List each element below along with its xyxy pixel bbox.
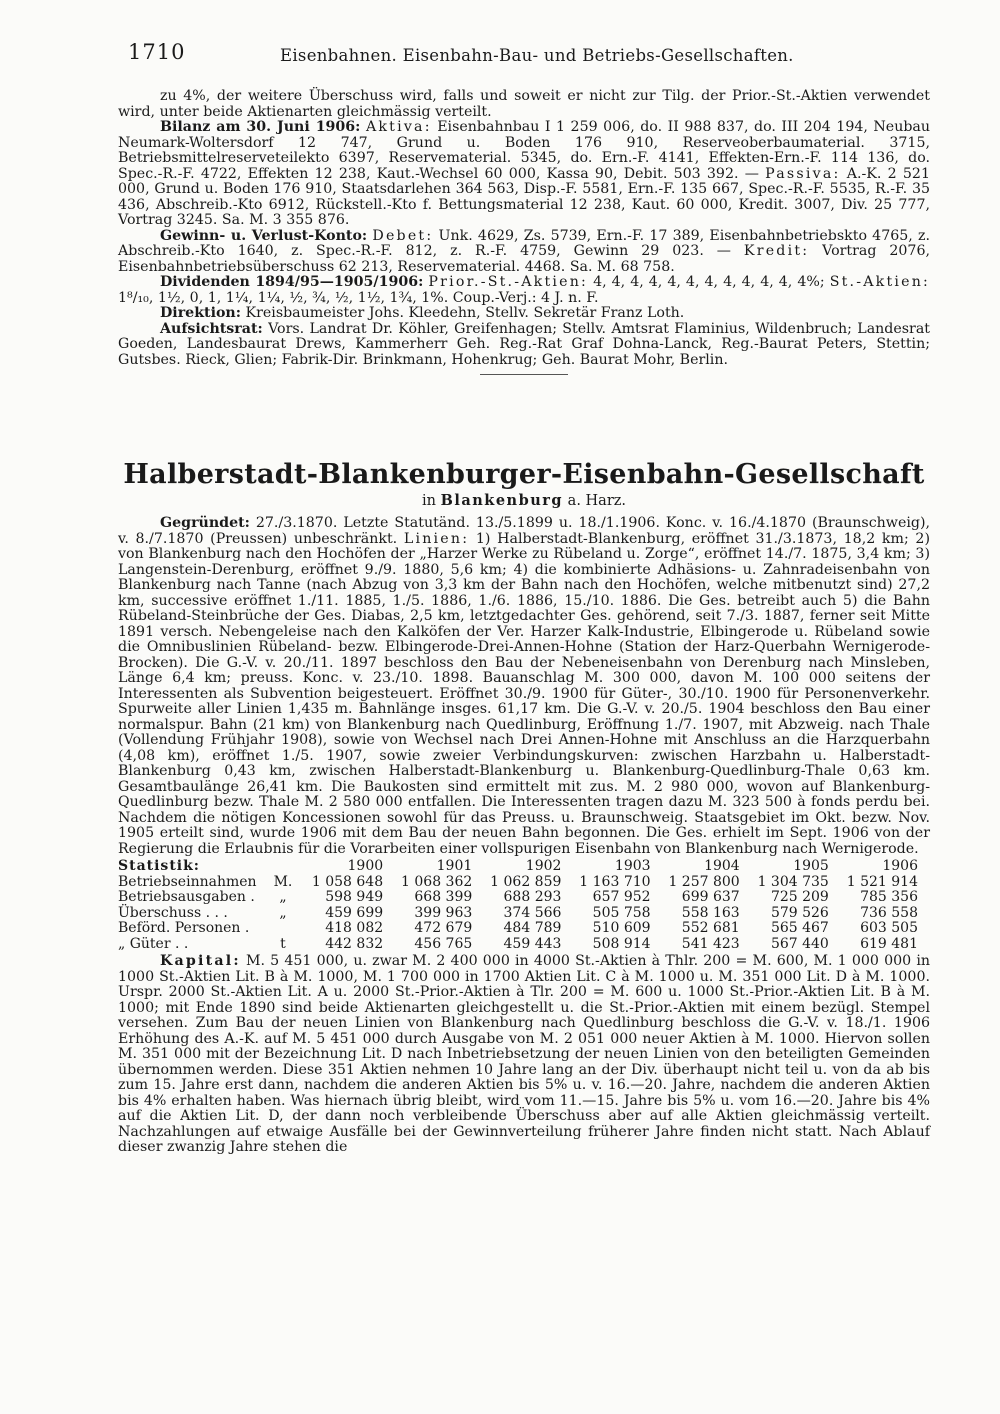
statistik-header-row	[118, 859, 918, 875]
year-header: 1904	[704, 858, 740, 874]
dividenden-label: Dividenden 1894/95—1905/1906:	[160, 274, 424, 290]
bilanz-paragraph	[118, 120, 930, 229]
kapital-label: Kapital:	[160, 953, 241, 969]
gegruendet-label: Gegründet:	[160, 515, 250, 531]
intro-paragraph: zu 4%, der weitere Überschuss wird, falls und soweit er nicht zur Tilg. der Prior.-St.-Aktien verwendet wird, unter beide Aktienarten gleichmässig verteilt.	[118, 88, 930, 120]
year-header: 1905	[793, 858, 829, 874]
row-unit	[272, 921, 294, 937]
aufsichtsrat-text: Vors. Landrat Dr. Köhler, Greifenhagen; Stellv. Amtsrat Flaminius, Wildenbruch; Landesrat Goeden, Landesbaurat Drews, Kammerherr Geh. Reg.-Rat Graf Dohna-Lanck, Reg.-Baurat Peters, Stettin; Gutsbes. Rieck, Glien; Fabrik-Dir. Brinkmann, Hohenkrug; Geh. Baurat Mohr, Berlin.	[118, 320, 930, 368]
table-cell: 459 699	[325, 904, 384, 921]
aktiva-text: Eisenbahnbau I 1 259 006, do. II 988 837, do. III 204 194, Neubau Neumark-Woltersdorf 12 747, Grund u. Boden 176 910, Reserveoberbaumaterial. 3715, Betriebsmittelreserveteilekto 6397, Reservematerial. 5345, do. Ern.-F. 4141, Effekten-Ern.-F. 114 136, do. Spec.-R.-F. 4722, Effekten 12 238, Kaut.-Wechsel 60 000, Kassa 90, Debit. 503 392. —	[118, 119, 931, 182]
table-row	[118, 875, 918, 891]
statistik-label: Statistik:	[118, 858, 200, 874]
year-header: 1903	[614, 858, 651, 874]
table-cell: 459 443	[503, 935, 562, 952]
row-label: Betriebsausgaben .	[118, 889, 255, 905]
table-cell: 598 949	[325, 889, 384, 905]
table-cell: 1 304 735	[757, 873, 829, 890]
linien-text: 1) Halberstadt-Blankenburg, eröffnet 31./3.1873, 18,2 km; 2) von Blankenburg nach den Hochöfen der „Harzer Werke zu Rübeland u. Zorge“, eröffnet 14./7. 1875, 3,4 km; 3) Langenstein-Derenburg, eröffnet 9./9. 1880, 5,6 km; 4) die kombinierte Adhäsions- u. Zahnradeisenbahn von Blankenburg nach Tanne (nach Abzug von 3,3 km der Bahn nach den Hochöfen, welche mitbenutzt sind) 27,2 km, successive eröffnet 1./11. 1885, 1./5. 1886, 1./6. 1886, 15./10. 1886. Die Ges. betreibt auch 5) die Bahn Rübeland-Steinbrüche der Ges. Diabas, 2,5 km, letztgedachter Ges. gehörend, seit 7./3. 1887, ferner seit Mitte 1891 versch. Nebengeleise nach den Kalköfen der Ver. Harzer Kalk-Industrie, Elbingerode u. Rübeland sowie die Omnibuslinien Rübeland- bezw. Elbingerode-Drei-Annen-Hohne (Station der Harz-Querbahn Wernigerode-Brocken). Die G.-V. v. 20./11. 1897 beschloss den Bau der Nebeneisenbahn von Derenburg nach Minsleben, Länge 6,4 km; preuss. Konc. v. 23./10. 1898. Bauanschlag M. 300 000, davon M. 100 000 seitens der Interessenten als Subvention beigesteuert. Eröffnet 30./9. 1900 für Güter-, 30./10. 1900 für Personenverkehr. Spurweite aller Linien 1,435 m. Bahnlänge insges. 61,17 km. Die G.-V. v. 20./5. 1904 beschloss den Bau einer normalspur. Bahn (21 km) von Blankenburg nach Quedlinburg, Eröffnung 1./7. 1907, mit Abzweig. nach Thale (Vollendung Frühjahr 1908), sowie von Wechsel nach Drei Annen-Hohne mit Anschluss an die Harzquerbahn (4,08 km), eröffnet 1./5. 1907, sowie zweier Verbindungskurven: zwischen Harzbahn u. Halberstadt-Blankenburg 0,43 km, zwischen Halberstadt-Blankenburg u. Blankenburg-Quedlinburg-Thale 0,63 km. Gesamtbaulänge 26,41 km. Die Baukosten sind ermittelt mit zus. M. 2 980 000, wovon auf Blankenburg-Quedlinburg bezw. Thale M. 2 580 000 entfallen. Die Interessenten tragen dazu M. 323 500 à fonds perdu bei. Nachdem die nötigen Koncessionen sowohl für das Preuss. u. Braunschweig. Staatsgebiet im Okt. bezw. Nov. 1905 erteilt sind, wurde 1906 mit dem Bau der neuen Bahn begonnen. Die Ges. erhielt im Sept. 1906 von der Regierung die Erlaubnis für die Vorarbeiten einer vollspurigen Eisenbahn von Blankenburg nach Wernigerode.	[118, 530, 930, 857]
year-header: 1902	[525, 858, 562, 874]
gegruendet-paragraph	[118, 516, 930, 857]
linien-label: Linien:	[403, 530, 470, 547]
direktion-paragraph	[118, 306, 930, 322]
table-cell: 619 481	[860, 935, 918, 952]
table-cell: 1 257 800	[668, 873, 740, 890]
table-cell: 374 566	[503, 904, 562, 921]
table-cell: 1 062 859	[490, 873, 562, 890]
table-cell: 736 558	[860, 904, 918, 921]
row-unit: t	[280, 935, 286, 952]
gegruendet-text: 27./3.1870. Letzte Statutänd. 13./5.1899 u. 18./1.1906. Konc. v. 16./4.1870 (Braunschweig), v. 8./7.1870 (Preussen) unbeschränkt.	[118, 515, 930, 547]
table-cell: 565 467	[770, 920, 829, 936]
row-label: Betriebseinnahmen	[118, 873, 257, 890]
kapital-paragraph	[118, 954, 930, 1156]
gewinn-label: Gewinn- u. Verlust-Konto:	[160, 227, 368, 244]
statistik-table	[118, 859, 918, 952]
table-cell: 456 765	[414, 935, 473, 952]
table-cell: 505 758	[592, 904, 651, 921]
unit-header	[272, 859, 294, 875]
table-cell: 657 952	[592, 889, 651, 905]
page-number: 1710	[128, 40, 186, 64]
table-row	[118, 937, 918, 953]
table-cell: 418 082	[325, 920, 384, 936]
table-cell: 699 637	[681, 889, 740, 905]
direktion-text: Kreisbaumeister Johs. Kleedehn, Stellv. Sekretär Franz Loth.	[245, 305, 685, 321]
row-label: Beförd. Personen .	[118, 920, 250, 936]
table-cell: 541 423	[681, 935, 740, 952]
prior-label: Prior.-St.-Aktien:	[428, 274, 589, 290]
table-cell: 399 963	[414, 904, 473, 921]
table-cell: 558 163	[681, 904, 740, 921]
kredit-label: Kredit:	[743, 243, 810, 259]
row-label: „ Güter . .	[118, 935, 189, 952]
row-unit: „	[279, 904, 287, 921]
table-cell: 510 609	[592, 920, 651, 936]
kredit-text: Vortrag 2076, Eisenbahnbetriebsüberschuss 62 213, Reservematerial. 4468. Sa. M. 68 758.	[118, 243, 931, 275]
company-location: in Blankenburg a. Harz.	[421, 492, 627, 509]
year-header: 1901	[436, 858, 473, 874]
table-cell: 688 293	[503, 889, 562, 905]
row-unit: M.	[273, 873, 293, 890]
table-cell: 1 058 648	[311, 873, 384, 890]
debet-label: Debet:	[372, 227, 434, 244]
gewinn-paragraph	[118, 229, 930, 276]
table-cell: 484 789	[503, 920, 562, 936]
table-cell: 1 521 914	[846, 873, 918, 890]
row-unit: „	[279, 889, 287, 905]
company-title: Halberstadt-Blankenburger-Eisenbahn-Gesellschaft	[123, 459, 925, 490]
table-cell: 603 505	[860, 920, 918, 936]
table-cell: 1 163 710	[579, 873, 651, 890]
table-cell: 508 914	[592, 935, 651, 952]
table-cell: 567 440	[770, 935, 829, 952]
page-header	[128, 40, 930, 74]
table-cell: 785 356	[860, 889, 918, 905]
year-header: 1906	[882, 858, 918, 874]
table-cell: 442 832	[325, 935, 384, 952]
company-city: Blankenburg	[440, 492, 564, 509]
table-cell: 552 681	[681, 920, 740, 936]
aktiva-label: Aktiva:	[365, 119, 432, 135]
table-cell: 725 209	[770, 889, 829, 905]
previous-company-section	[118, 89, 930, 375]
debet-text: Unk. 4629, Zs. 5739, Ern.-F. 17 389, Eisenbahnbetriebskto 4765, z. Abschreib.-Kto 1640, z. Spec.-R.-F. 812, z. R.-F. 4759, Gewinn 29 023. —	[118, 227, 930, 259]
table-row	[118, 921, 918, 937]
direktion-label: Direktion:	[160, 305, 241, 321]
dividenden-paragraph	[118, 275, 930, 306]
table-row	[118, 906, 918, 922]
passiva-label: Passiva:	[765, 165, 841, 182]
bilanz-label: Bilanz am 30. Juni 1906:	[160, 119, 361, 135]
table-cell: 472 679	[414, 920, 473, 936]
section-divider	[480, 374, 568, 375]
passiva-text: A.-K. 2 521 000, Grund u. Boden 176 910, Staatsdarlehen 364 563, Disp.-F. 5581, Ern.-F. 135 667, Spec.-R.-F. 5535, R.-F. 35 436, Abschreib.-Kto 6912, Rückstell.-Kto f. Bettungsmaterial 12 238, Kaut. 60 000, Kredit. 3007, Div. 25 777, Vortrag 3245. Sa. M. 3 355 876.	[118, 165, 930, 228]
row-label: Überschuss . . .	[118, 904, 228, 921]
company-section	[118, 458, 930, 1156]
table-cell: 579 526	[770, 904, 829, 921]
table-row	[118, 890, 918, 906]
prior-text: 4, 4, 4, 4, 4, 4, 4, 4, 4, 4, 4, 4%;	[593, 274, 825, 290]
kapital-text: M. 5 451 000, u. zwar M. 2 400 000 in 4000 St.-Aktien à Thlr. 200 = M. 600, M. 1 000 000 in 1000 St.-Aktien Lit. B à M. 1000, M. 1 700 000 in 1700 Aktien Lit. C à M. 1000 u. M. 351 000 Lit. D à M. 1000. Urspr. 2000 St.-Aktien Lit. A u. 2000 St.-Prior.-Aktien à Tlr. 200 = M. 600 u. 1000 St.-Prior.-Aktien Lit. B à M. 1000; mit Ende 1890 sind beide Aktienarten gleichgestellt u. die St.-Prior.-Aktien mit einem bezügl. Stempel versehen. Zum Bau der neuen Linien von Blankenburg nach Quedlinburg beschloss die G.-V. v. 18./1. 1906 Erhöhung des A.-K. auf M. 5 451 000 durch Ausgabe von M. 2 051 000 neuer Aktien à M. 1000. Hiervon sollen M. 351 000 mit der Bezeichnung Lit. D nach Inbetriebsetzung der neuen Linien von den beteiligten Gemeinden übernommen werden. Diese 351 Aktien nehmen 10 Jahre lang an der Div. überhaupt nicht teil u. von da ab bis zum 15. Jahre erst dann, nachdem die anderen Aktien bis 5% u. v. 16.—20. Jahre, nachdem die anderen Aktien bis 4% erhalten haben. Was hiernach übrig bleibt, wird vom 11.—15. Jahre bis 5% u. vom 16.—20. Jahre bis 4% auf die Aktien Lit. D, der dann noch verbleibende Überschuss aber auf alle Aktien gleichmässig verteilt. Nachzahlungen auf etwaige Ausfälle bei der Gewinnverteilung früherer Jahre finden nicht statt. Nach Ablauf dieser zwanzig Jahre stehen die	[118, 953, 931, 1155]
aufsichtsrat-label: Aufsichtsrat:	[160, 320, 263, 337]
table-cell: 1 068 362	[401, 873, 473, 890]
table-cell: 668 399	[414, 889, 473, 905]
running-head: Eisenbahnen. Eisenbahn-Bau- und Betriebs-Gesellschaften.	[280, 46, 794, 65]
year-header: 1900	[347, 858, 384, 874]
st-text: 1⁸/₁₀, 1½, 0, 1, 1¼, 1¼, ½, ¾, ½, 1½, 1¾, 1%. Coup.-Verj.: 4 J. n. F.	[118, 289, 599, 306]
aufsichtsrat-paragraph	[118, 322, 930, 369]
st-label: St.-Aktien:	[829, 274, 931, 290]
